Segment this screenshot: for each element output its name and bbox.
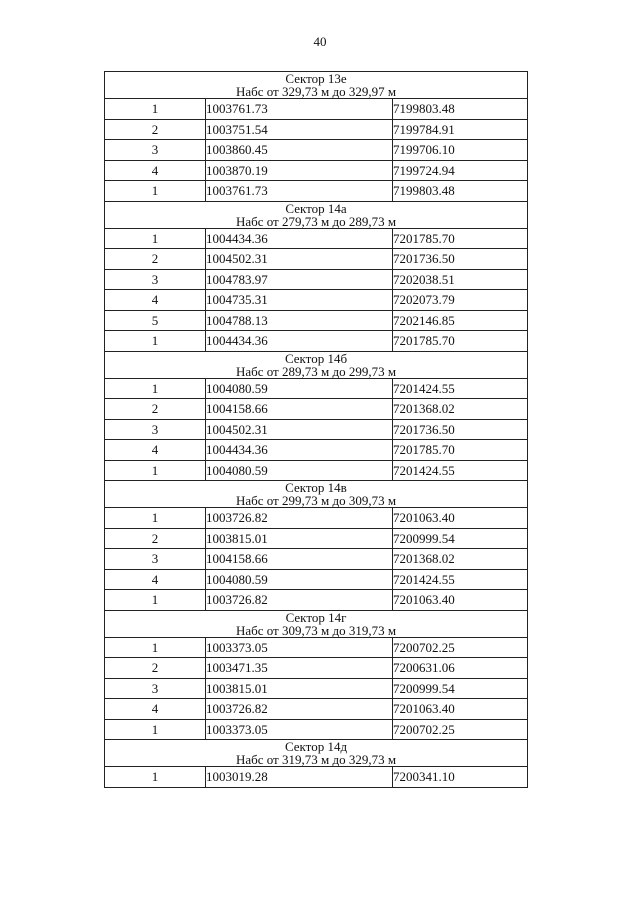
point-number: 1 (105, 719, 206, 740)
point-number: 4 (105, 290, 206, 311)
point-number: 2 (105, 119, 206, 140)
sector-header-row (105, 72, 528, 99)
point-number: 4 (105, 160, 206, 181)
point-number: 4 (105, 569, 206, 590)
y-coordinate: 7201063.40 (393, 699, 528, 720)
table-row (105, 378, 528, 399)
point-number: 2 (105, 658, 206, 679)
y-coordinate: 7201785.70 (393, 440, 528, 461)
point-number: 1 (105, 767, 206, 788)
point-number: 4 (105, 440, 206, 461)
sector-header (105, 201, 528, 228)
table-row (105, 440, 528, 461)
sector-header (105, 481, 528, 508)
x-coordinate: 1004158.66 (206, 399, 393, 420)
y-coordinate: 7199706.10 (393, 140, 528, 161)
table-row (105, 528, 528, 549)
x-coordinate: 1004735.31 (206, 290, 393, 311)
x-coordinate: 1004434.36 (206, 228, 393, 249)
sector-title: Сектор 14б (284, 350, 348, 366)
y-coordinate: 7200999.54 (393, 678, 528, 699)
y-coordinate: 7202038.51 (393, 269, 528, 290)
x-coordinate: 1004502.31 (206, 419, 393, 440)
point-number: 1 (105, 331, 206, 352)
table-row (105, 269, 528, 290)
sector-header (105, 72, 528, 99)
x-coordinate: 1004434.36 (206, 440, 393, 461)
y-coordinate: 7199803.48 (393, 181, 528, 202)
point-number: 1 (105, 637, 206, 658)
y-coordinate: 7201736.50 (393, 249, 528, 270)
y-coordinate: 7201063.40 (393, 590, 528, 611)
y-coordinate: 7202146.85 (393, 310, 528, 331)
x-coordinate: 1003815.01 (206, 678, 393, 699)
y-coordinate: 7200999.54 (393, 528, 528, 549)
coordinates-table (104, 71, 528, 788)
sector-height-range: Набс от 309,73 м до 319,73 м (235, 622, 397, 638)
x-coordinate: 1003019.28 (206, 767, 393, 788)
point-number: 3 (105, 269, 206, 290)
sector-header-row (105, 481, 528, 508)
sector-title: Сектор 13е (285, 71, 347, 86)
table-row (105, 290, 528, 311)
table-row (105, 699, 528, 720)
point-number: 3 (105, 549, 206, 570)
y-coordinate: 7200341.10 (393, 767, 528, 788)
table-row (105, 678, 528, 699)
table-row (105, 181, 528, 202)
y-coordinate: 7201736.50 (393, 419, 528, 440)
table-row (105, 419, 528, 440)
y-coordinate: 7201424.55 (393, 378, 528, 399)
y-coordinate: 7201063.40 (393, 508, 528, 529)
point-number: 2 (105, 528, 206, 549)
table-row (105, 590, 528, 611)
point-number: 1 (105, 378, 206, 399)
table-row (105, 119, 528, 140)
y-coordinate: 7199803.48 (393, 99, 528, 120)
x-coordinate: 1004080.59 (206, 378, 393, 399)
y-coordinate: 7201424.55 (393, 569, 528, 590)
x-coordinate: 1004080.59 (206, 460, 393, 481)
x-coordinate: 1003726.82 (206, 699, 393, 720)
x-coordinate: 1003761.73 (206, 99, 393, 120)
y-coordinate: 7202073.79 (393, 290, 528, 311)
x-coordinate: 1004783.97 (206, 269, 393, 290)
sector-header (105, 351, 528, 378)
x-coordinate: 1004434.36 (206, 331, 393, 352)
point-number: 1 (105, 508, 206, 529)
y-coordinate: 7201785.70 (393, 331, 528, 352)
x-coordinate: 1003815.01 (206, 528, 393, 549)
point-number: 1 (105, 181, 206, 202)
x-coordinate: 1003471.35 (206, 658, 393, 679)
y-coordinate: 7199724.94 (393, 160, 528, 181)
table-row (105, 399, 528, 420)
sector-title: Сектор 14г (285, 609, 347, 625)
point-number: 2 (105, 249, 206, 270)
table-row (105, 460, 528, 481)
coordinates-table-body (105, 72, 528, 788)
x-coordinate: 1003726.82 (206, 508, 393, 529)
sector-height-range: Набс от 279,73 м до 289,73 м (235, 213, 397, 229)
x-coordinate: 1003870.19 (206, 160, 393, 181)
sector-title: Сектор 14д (284, 739, 348, 754)
point-number: 4 (105, 699, 206, 720)
sector-height-range: Набс от 289,73 м до 299,73 м (235, 363, 397, 379)
point-number: 1 (105, 99, 206, 120)
sector-title: Сектор 14а (285, 200, 347, 216)
point-number: 3 (105, 140, 206, 161)
point-number: 1 (105, 228, 206, 249)
sector-header-row (105, 351, 528, 378)
y-coordinate: 7200702.25 (393, 719, 528, 740)
table-row (105, 310, 528, 331)
table-row (105, 569, 528, 590)
point-number: 3 (105, 419, 206, 440)
table-row (105, 767, 528, 788)
point-number: 1 (105, 590, 206, 611)
sector-title: Сектор 14в (285, 480, 347, 495)
y-coordinate: 7200702.25 (393, 637, 528, 658)
x-coordinate: 1003373.05 (206, 637, 393, 658)
table-row (105, 658, 528, 679)
sector-height-range: Набс от 329,73 м до 329,97 м (235, 84, 397, 99)
point-number: 3 (105, 678, 206, 699)
x-coordinate: 1004080.59 (206, 569, 393, 590)
table-row (105, 160, 528, 181)
y-coordinate: 7201368.02 (393, 549, 528, 570)
table-row (105, 331, 528, 352)
y-coordinate: 7201785.70 (393, 228, 528, 249)
table-row (105, 549, 528, 570)
x-coordinate: 1003751.54 (206, 119, 393, 140)
point-number: 1 (105, 460, 206, 481)
x-coordinate: 1003761.73 (206, 181, 393, 202)
sector-height-range: Набс от 319,73 м до 329,73 м (235, 752, 397, 767)
table-row (105, 228, 528, 249)
table-row (105, 719, 528, 740)
x-coordinate: 1003726.82 (206, 590, 393, 611)
x-coordinate: 1003860.45 (206, 140, 393, 161)
sector-header-row (105, 740, 528, 767)
point-number: 2 (105, 399, 206, 420)
x-coordinate: 1003373.05 (206, 719, 393, 740)
table-row (105, 99, 528, 120)
sector-header (105, 740, 528, 767)
sector-header (105, 610, 528, 637)
y-coordinate: 7201368.02 (393, 399, 528, 420)
x-coordinate: 1004788.13 (206, 310, 393, 331)
y-coordinate: 7200631.06 (393, 658, 528, 679)
table-row (105, 508, 528, 529)
y-coordinate: 7201424.55 (393, 460, 528, 481)
x-coordinate: 1004502.31 (206, 249, 393, 270)
sector-height-range: Набс от 299,73 м до 309,73 м (235, 493, 397, 508)
point-number: 5 (105, 310, 206, 331)
table-row (105, 637, 528, 658)
y-coordinate: 7199784.91 (393, 119, 528, 140)
sector-header-row (105, 610, 528, 637)
sector-header-row (105, 201, 528, 228)
table-row (105, 249, 528, 270)
table-row (105, 140, 528, 161)
x-coordinate: 1004158.66 (206, 549, 393, 570)
page-number: 40 (313, 34, 327, 49)
